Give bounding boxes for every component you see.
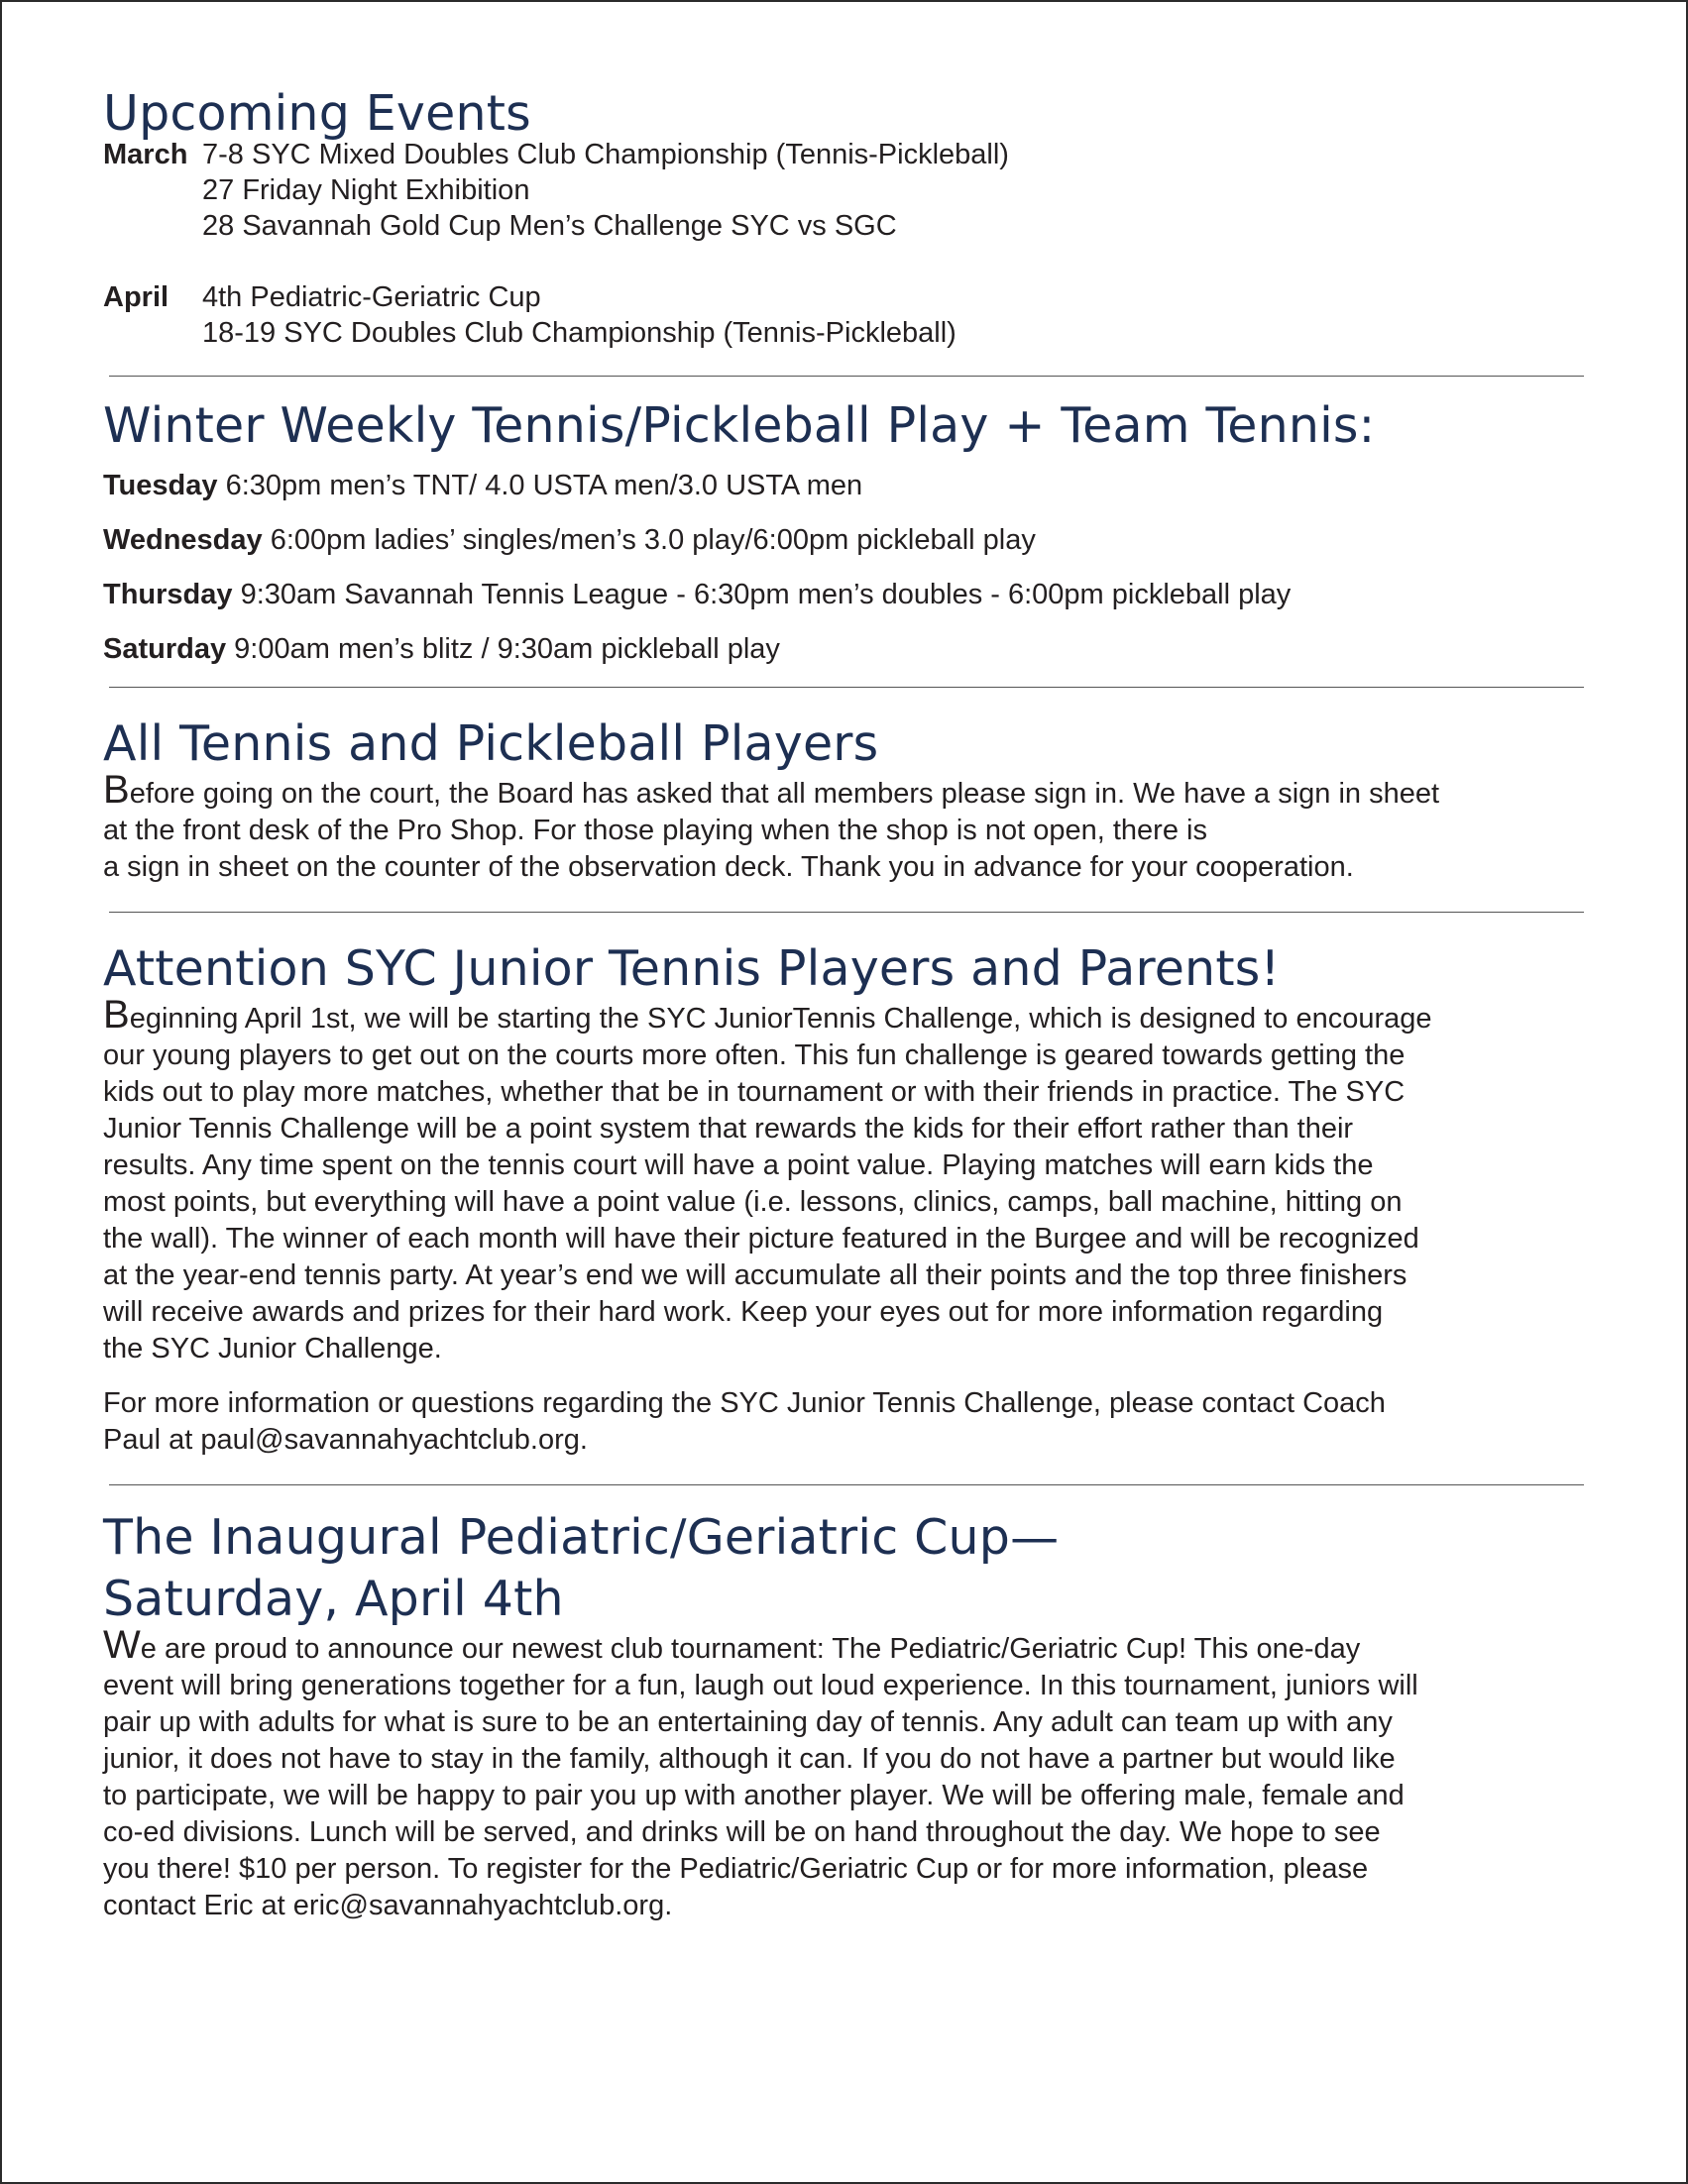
drop-cap: B <box>103 993 130 1037</box>
schedule-day: Saturday <box>103 633 227 665</box>
newsletter-content <box>103 83 1590 1924</box>
april-events <box>103 279 1590 351</box>
event-month: March <box>103 139 188 170</box>
section-divider <box>109 687 1584 688</box>
schedule-line <box>103 468 1590 503</box>
schedule-day: Thursday <box>103 579 233 610</box>
schedule-text: 6:30pm men’s TNT/ 4.0 USTA men/3.0 USTA men <box>217 470 863 501</box>
schedule-text: 9:00am men’s blitz / 9:30am pickleball play <box>226 633 780 665</box>
schedule-day: Tuesday <box>103 470 218 501</box>
section-divider <box>109 376 1584 377</box>
weekly-schedule <box>103 468 1590 667</box>
junior-challenge-paragraph: Beginning April 1st, we will be starting the SYC JuniorTennis Challenge, which is designed to encourage our young players to get out on the courts more often. This fun challenge is geared towards getting the kids out to play more matches, whether that be in tournament or with their friends in practice. The SYC Junior Tennis Challenge will be a point system that rewards the kids for their effort rather than their results. Any time spent on the tennis court will have a point value. Playing matches will earn kids the most points, but everything will have a point value (i.e. lessons, clinics, camps, ball machine, hitting on the wall). The winner of each month will have their picture featured in the Burgee and will be recognized at the year-end tennis party. At year’s end we will accumulate all their points and the top three finishers will receive awards and prizes for their hard work. Keep your eyes out for more information regarding the SYC Junior Challenge. <box>103 993 1432 1365</box>
drop-cap: B <box>103 768 130 812</box>
event-item: 18-19 SYC Doubles Club Championship (Tennis-Pickleball) <box>202 317 957 349</box>
junior-challenge-heading: Attention SYC Junior Tennis Players and Parents! <box>103 940 1281 997</box>
schedule-line <box>103 577 1590 612</box>
upcoming-events-heading: Upcoming Events <box>103 85 531 142</box>
weekly-play-section <box>103 395 1590 667</box>
event-item: 28 Savannah Gold Cup Men’s Challenge SYC vs SGC <box>202 210 897 242</box>
drop-cap: W <box>103 1623 141 1667</box>
section-divider <box>109 912 1584 913</box>
schedule-day: Wednesday <box>103 524 263 556</box>
weekly-play-heading: Winter Weekly Tennis/Pickleball Play + Team Tennis: <box>103 397 1376 454</box>
event-item: 27 Friday Night Exhibition <box>202 174 530 206</box>
section-divider <box>109 1484 1584 1485</box>
event-item: 7-8 SYC Mixed Doubles Club Championship (Tennis-Pickleball) <box>202 139 1009 170</box>
junior-challenge-section <box>103 938 1590 1459</box>
schedule-line <box>103 522 1590 558</box>
cup-section <box>103 1507 1590 1924</box>
march-events <box>103 137 1590 244</box>
schedule-text: 9:30am Savannah Tennis League - 6:30pm men’s doubles - 6:00pm pickleball play <box>232 579 1292 610</box>
schedule-text: 6:00pm ladies’ singles/men’s 3.0 play/6:00pm pickleball play <box>262 524 1036 556</box>
schedule-line <box>103 631 1590 667</box>
all-players-heading: All Tennis and Pickleball Players <box>103 715 879 772</box>
all-players-paragraph: Before going on the court, the Board has asked that all members please sign in. We have a sign in sheet at the front desk of the Pro Shop. For those playing when the shop is not open, there is a sign in sheet on the counter of the observation deck. Thank you in advance for your cooperation. <box>103 768 1440 883</box>
cup-heading: The Inaugural Pediatric/Geriatric Cup— Saturday, April 4th <box>103 1509 1060 1627</box>
all-players-section <box>103 713 1590 886</box>
upcoming-events-section <box>103 83 1590 351</box>
event-item: 4th Pediatric-Geriatric Cup <box>202 281 541 313</box>
cup-paragraph: We are proud to announce our newest club tournament: The Pediatric/Geriatric Cup! This one-day event will bring generations together for a fun, laugh out loud experience. In this tournament, juniors will pair up with adults for what is sure to be an entertaining day of tennis. Any adult can team up with any junior, it does not have to stay in the family, although it can. If you do not have a partner but would like to participate, we will be happy to pair you up with another player. We will be offering male, female and co-ed divisions. Lunch will be served, and drinks will be on hand throughout the day. We hope to see you there! $10 per person. To register for the Pediatric/Geriatric Cup or for more information, please contact Eric at eric@savannahyachtclub.org. <box>103 1623 1418 1921</box>
event-month: April <box>103 281 169 313</box>
junior-contact-paragraph: For more information or questions regarding the SYC Junior Tennis Challenge, please contact Coach Paul at paul@savannahyachtclub.org. <box>103 1387 1386 1456</box>
